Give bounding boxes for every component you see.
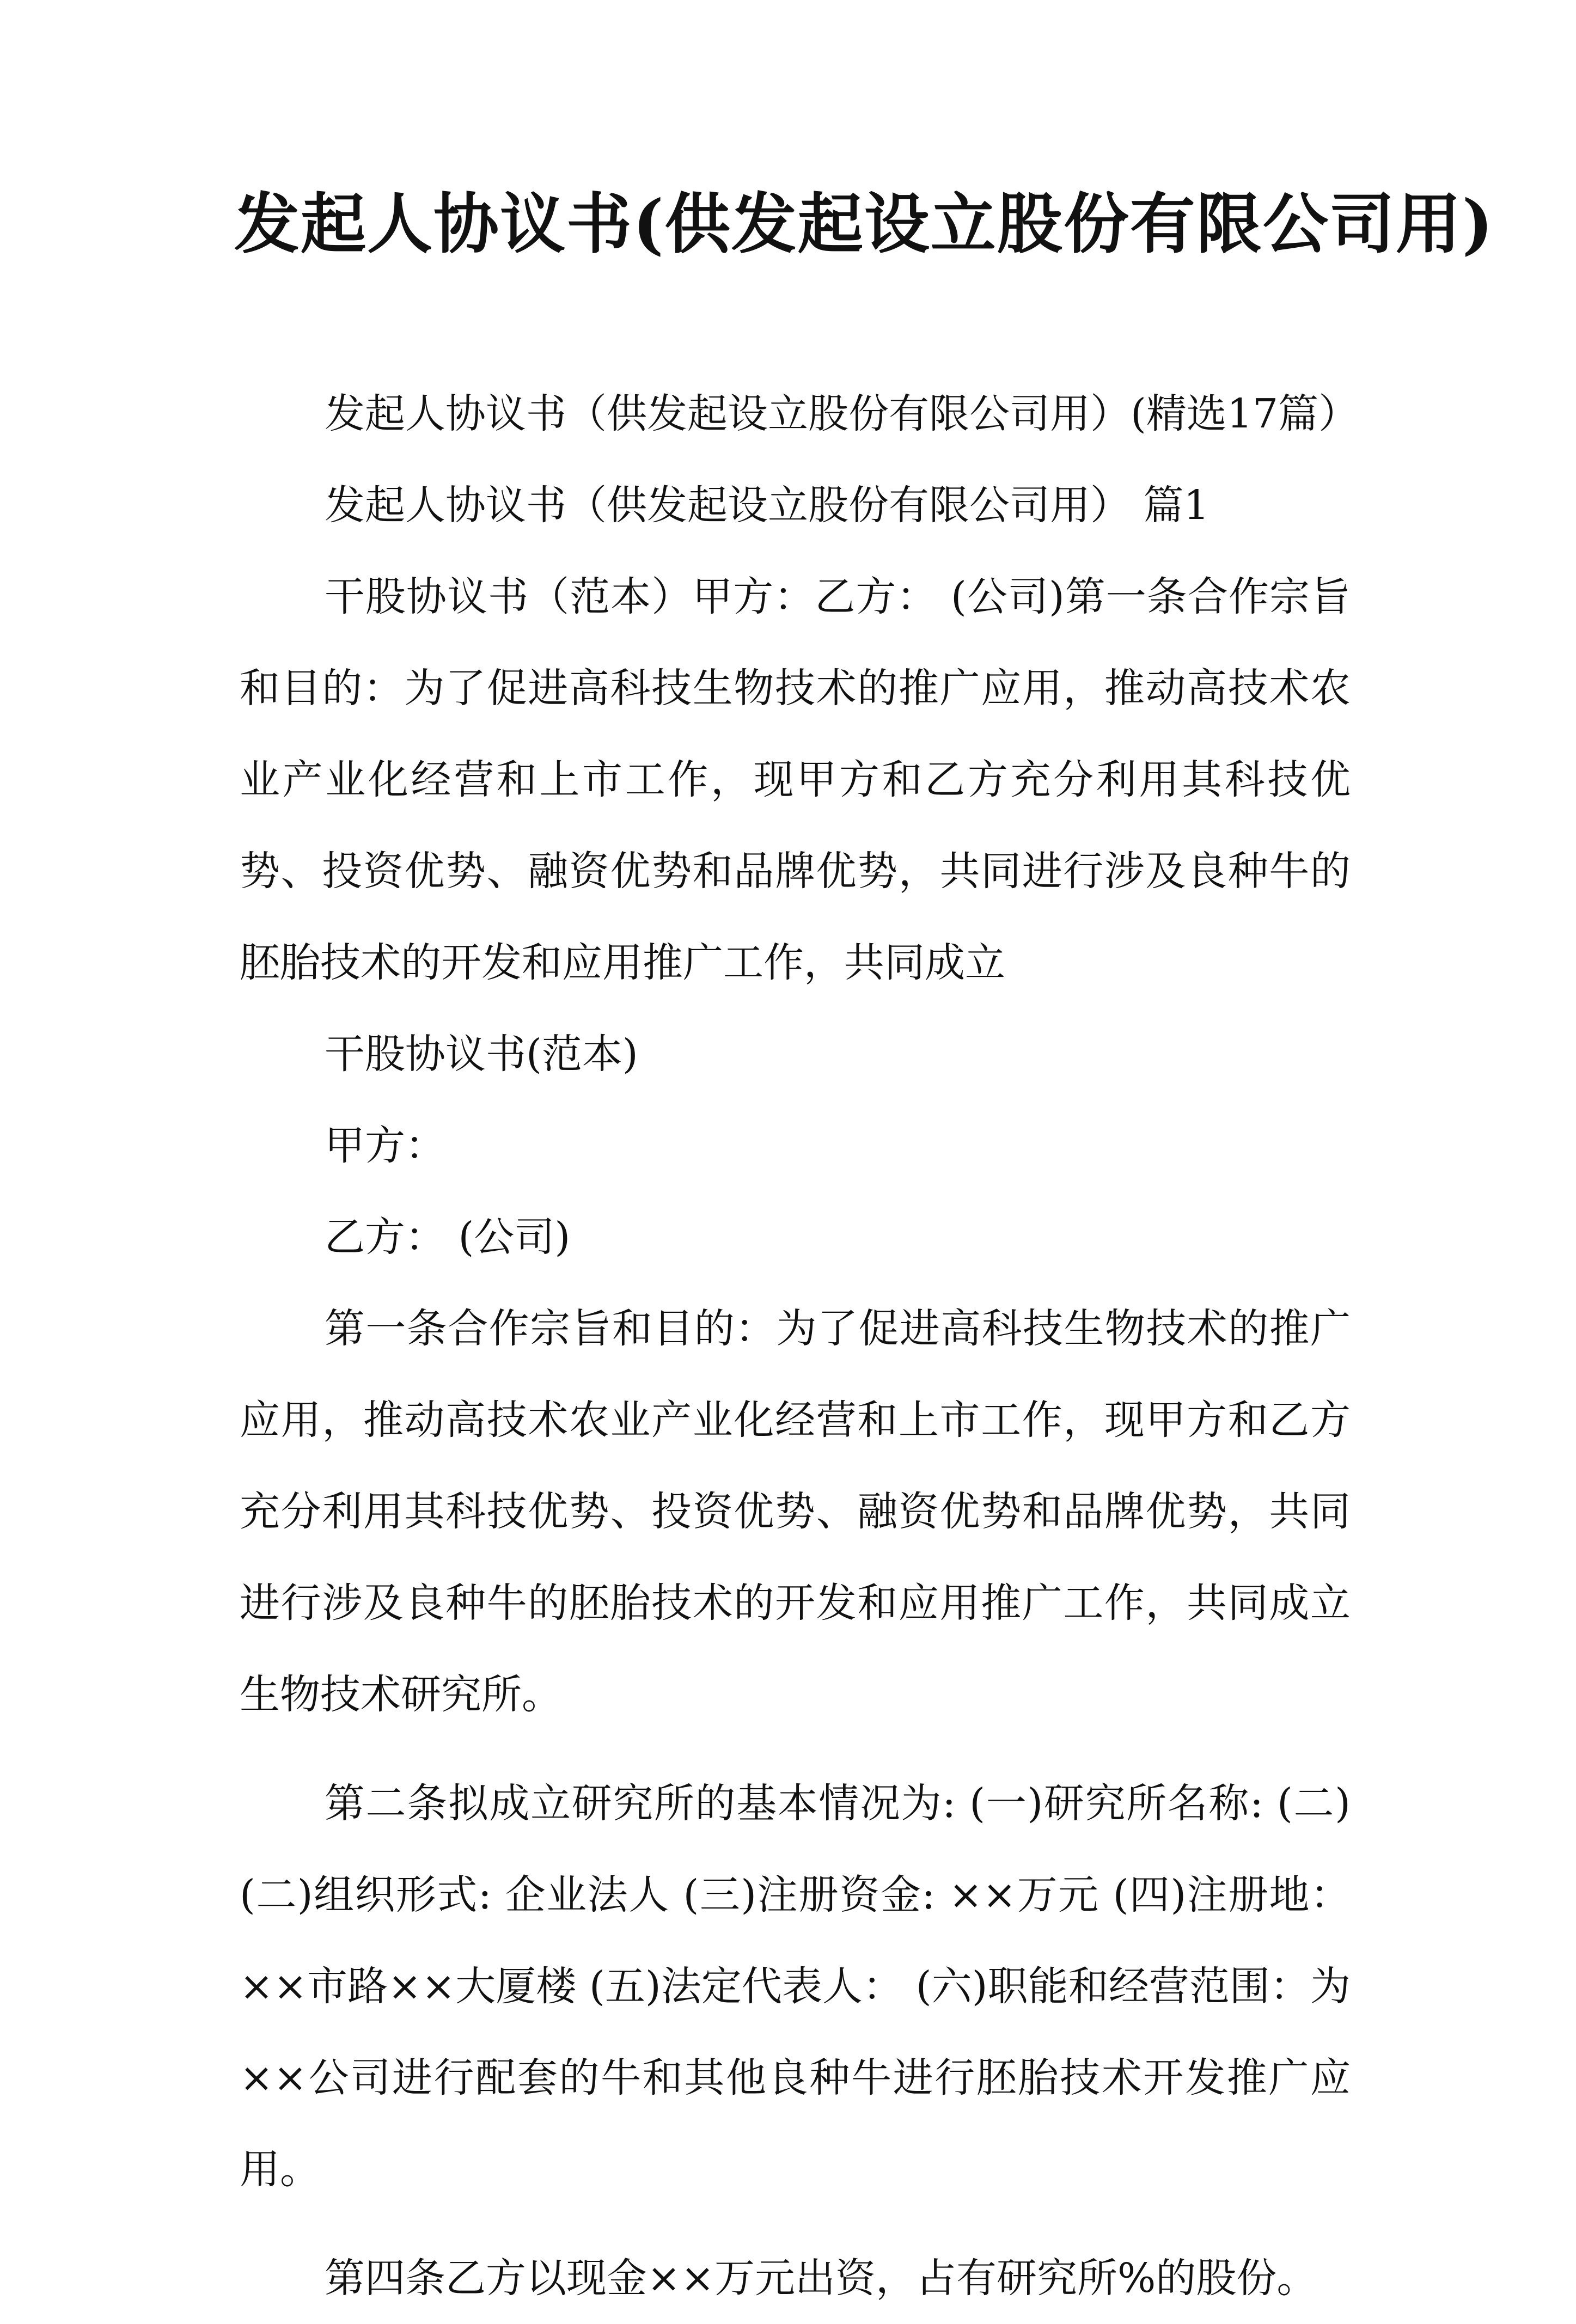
paragraph-article-heading: 发起人协议书（供发起设立股份有限公司用） 篇1 [325,482,1210,529]
paragraph-article-2: 第二条拟成立研究所的基本情况为: (一)研究所名称: (二) (二)组织形式: 企业法人 (三)注册资金: ××万元 (四)注册地：××市路××大厦楼 (五)法定代表人： (六)职能和经营范围：为××公司进行配套的牛和其他良种牛进行胚胎技术开发推广应用。 [240,1780,1351,2193]
paragraph-agreement-title: 干股协议书(范本) [325,1031,638,1078]
paragraph-summary: 干股协议书（范本）甲方：乙方： (公司)第一条合作宗旨和目的：为了促进高科技生物技术的推广应用，推动高技术农业产业化经营和上市工作，现甲方和乙方充分利用其科技优势、投资优势、融资优势和品牌优势，共同进行涉及良种牛的胚胎技术的开发和应用推广工作，共同成立 [240,573,1351,986]
document-title: 发起人协议书(供发起设立股份有限公司用) [234,186,1494,262]
paragraph-article-1: 第一条合作宗旨和目的：为了促进高科技生物技术的推广应用，推动高技术农业产业化经营和上市工作，现甲方和乙方充分利用其科技优势、投资优势、融资优势和品牌优势，共同进行涉及良种牛的胚胎技术的开发和应用推广工作，共同成立生物技术研究所。 [240,1305,1351,1718]
document-body [240,368,1359,2324]
paragraph-collection-title: 发起人协议书（供发起设立股份有限公司用）(精选17篇） [325,390,1359,437]
paragraph-party-b: 乙方： (公司) [325,1214,571,1261]
paragraph-article-4: 第四条乙方以现金××万元出资，占有研究所%的股份。 [325,2255,1317,2302]
paragraph-party-a: 甲方： [325,1122,445,1169]
